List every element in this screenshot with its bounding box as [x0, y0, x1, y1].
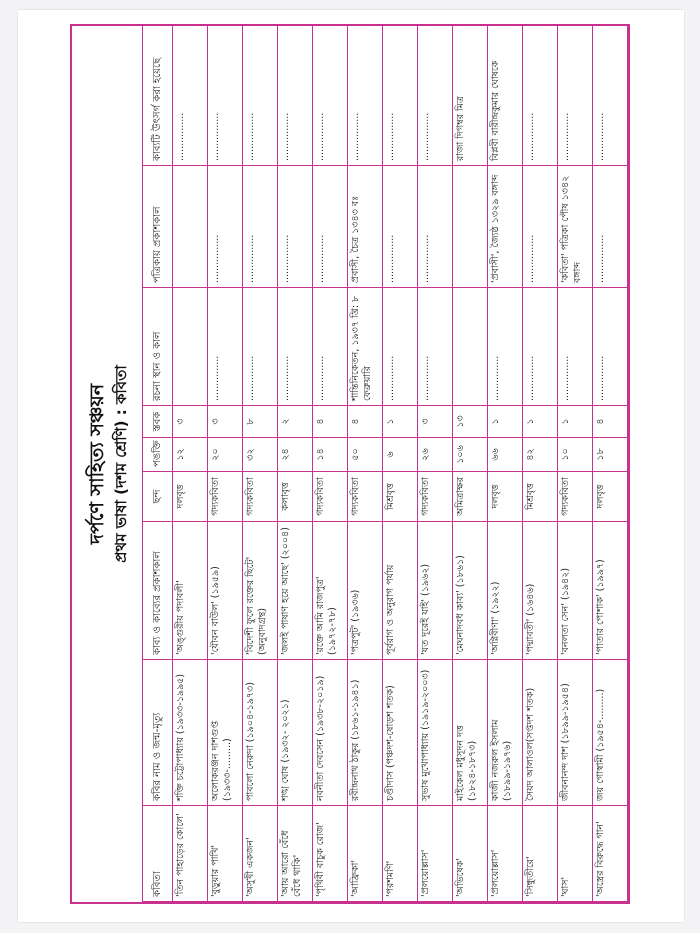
- table-cell-poem: 'বুড়ুয়ার পাখি': [208, 806, 243, 902]
- table-row: [453, 26, 488, 902]
- table-cell-magazine: ................: [313, 166, 348, 288]
- table-cell-magazine: [173, 166, 208, 288]
- table-cell-lines: ৩২: [243, 438, 278, 472]
- table-cell-poem: 'আফ্রিকা': [348, 806, 383, 902]
- title-block: [72, 26, 142, 902]
- table-cell-magazine: ................: [593, 166, 628, 288]
- table-cell-stanzas: ১: [523, 406, 558, 438]
- table-row: [558, 26, 593, 902]
- table-cell-stanzas: ১: [488, 406, 523, 438]
- table-cell-stanzas: ৩: [173, 406, 208, 438]
- table-cell-metre: দলবৃত্ত: [593, 472, 628, 522]
- table-cell-place-time: ...............: [593, 288, 628, 406]
- table-cell-poet: জয় গোস্বামী (১৯৫৪-.........): [593, 660, 628, 806]
- table-cell-metre: মিশ্রবৃত্ত: [523, 472, 558, 522]
- page-subtitle: প্রথম ভাষা (দশম শ্রেণি) : কবিতা: [112, 365, 130, 563]
- table-cell-place-time: [173, 288, 208, 406]
- table-row: [173, 26, 208, 902]
- table-row: [313, 26, 348, 902]
- table-row: [593, 26, 628, 902]
- table-cell-metre: গদ্যকবিতা: [313, 472, 348, 522]
- table-cell-book: 'যৌবন বাউল' (১৯৫৯): [208, 522, 243, 660]
- table-cell-poem: 'আয় আরো বেঁধে বেঁধে থাকি': [278, 806, 313, 902]
- table-cell-lines: ৪২: [523, 438, 558, 472]
- table-cell-dedication: ................: [418, 26, 453, 166]
- table-cell-poem: 'পৃথিবী বাচুক রোজ': [313, 806, 348, 902]
- poem-table: [142, 25, 628, 902]
- table-cell-magazine: ................: [418, 166, 453, 288]
- table-cell-poem: 'ঘাস': [558, 806, 593, 902]
- table-cell-metre: গদ্যকবিতা: [208, 472, 243, 522]
- table-cell-metre: অমিত্রাক্ষর: [453, 472, 488, 522]
- table-cell-place-time: ...............: [383, 288, 418, 406]
- table-cell-dedication: ................: [278, 26, 313, 166]
- table-cell-metre: গদ্যকবিতা: [348, 472, 383, 522]
- table-cell-place-time: শান্তিনিকেতন, ১৯৩৭ খ্রি: ৮ ফেব্রুয়ারি: [348, 288, 383, 406]
- table-cell-poet: রবীন্দ্রনাথ ঠাকুর (১৮৬১-১৯৪১): [348, 660, 383, 806]
- header-book: কাব্য ও কাব্যের প্রকাশকাল: [143, 522, 173, 660]
- table-cell-magazine: 'কবিতা' পত্রিকা পৌষ ১৩৪২ বঙ্গাব্দ: [558, 166, 593, 288]
- table-cell-dedication: রাজা দিগম্বর মিত্র: [453, 26, 488, 166]
- document-page: [18, 10, 684, 922]
- table-cell-dedication: ................: [523, 26, 558, 166]
- table-cell-dedication: ................: [593, 26, 628, 166]
- table-cell-magazine: ................: [383, 166, 418, 288]
- table-cell-poem: 'প্রলয়োল্লাস': [418, 806, 453, 902]
- table-cell-stanzas: ৪: [313, 406, 348, 438]
- table-cell-lines: ২৪: [278, 438, 313, 472]
- table-cell-dedication: ................: [243, 26, 278, 166]
- table-row: [348, 26, 383, 902]
- table-cell-metre: মিশ্রবৃত্ত: [383, 472, 418, 522]
- table-cell-book: 'যত দূরেই যাই' (১৯৬২): [418, 522, 453, 660]
- header-metre: ছন্দ: [143, 472, 173, 522]
- table-row: [243, 26, 278, 902]
- table-cell-dedication: ................: [173, 26, 208, 166]
- rotated-content: [72, 26, 628, 902]
- table-cell-poem: 'পরশমণি': [383, 806, 418, 902]
- table-body: [173, 26, 628, 902]
- table-cell-stanzas: ৪: [348, 406, 383, 438]
- table-cell-lines: ৬: [383, 438, 418, 472]
- table-cell-metre: গদ্যকবিতা: [418, 472, 453, 522]
- header-magazine: পত্রিকায় প্রকাশকাল: [143, 166, 173, 288]
- table-cell-stanzas: ৩: [208, 406, 243, 438]
- table-header-row: [143, 26, 173, 902]
- table-cell-dedication: ................: [558, 26, 593, 166]
- table-cell-magazine: ................: [523, 166, 558, 288]
- table-cell-magazine: ................: [243, 166, 278, 288]
- table-cell-poet: পাবলো নেরুদা (১৯০৪-১৯৭৩): [243, 660, 278, 806]
- table-cell-poem: 'তিন পাহাড়ের কোলে': [173, 806, 208, 902]
- table-frame: [70, 24, 630, 904]
- table-cell-magazine: [453, 166, 488, 288]
- table-row: [208, 26, 243, 902]
- table-cell-dedication: ................: [348, 26, 383, 166]
- table-cell-poem: 'অসুখী একজন': [243, 806, 278, 902]
- table-cell-place-time: ...............: [278, 288, 313, 406]
- table-cell-poet: মাইকেল মধুসূদন দত্ত (১৮২৪-১৮৭৩): [453, 660, 488, 806]
- table-cell-lines: ১০৬: [453, 438, 488, 472]
- table-cell-place-time: ...............: [313, 288, 348, 406]
- table-cell-lines: ১৪: [313, 438, 348, 472]
- table-cell-poet: সৈয়দ আলাওল(সপ্তদশ শতক): [523, 660, 558, 806]
- table-cell-lines: ৫০: [348, 438, 383, 472]
- table-cell-lines: ২৬: [418, 438, 453, 472]
- table-cell-place-time: ...............: [208, 288, 243, 406]
- table-cell-stanzas: ২: [278, 406, 313, 438]
- table-cell-poet: শঙ্খ ঘোষ (১৯৩২- ২০২১): [278, 660, 313, 806]
- table-cell-metre: দলবৃত্ত: [173, 472, 208, 522]
- table-cell-book: 'অগ্নিবীণা' (১৯২২): [488, 522, 523, 660]
- table-cell-book: 'পত্রপুট' (১৯৩৬): [348, 522, 383, 660]
- table-cell-poet: শক্তি চট্টোপাধ্যায় (১৯৩৩-১৯৯৫): [173, 660, 208, 806]
- table-cell-book: 'বিদেশী ফুলে রক্তের ছিটে' (অনুবাদগ্রন্থ): [243, 522, 278, 660]
- table-cell-dedication: ................: [383, 26, 418, 166]
- table-cell-dedication: ................: [208, 26, 243, 166]
- table-row: [523, 26, 558, 902]
- table-cell-place-time: ...............: [523, 288, 558, 406]
- table-cell-place-time: ...............: [243, 288, 278, 406]
- table-cell-poet: চণ্ডীদাস (পঞ্চদশ-ষোড়শ শতক): [383, 660, 418, 806]
- header-poem: কবিতা: [143, 806, 173, 902]
- table-cell-poem: 'প্রলয়োল্লাস': [488, 806, 523, 902]
- table-row: [278, 26, 313, 902]
- table-cell-poet: নবনীতা দেবসেন (১৯৩৮-২০১৯): [313, 660, 348, 806]
- table-row: [418, 26, 453, 902]
- table-cell-metre: কলাবৃত্ত: [278, 472, 313, 522]
- table-cell-lines: ১২: [173, 438, 208, 472]
- table-cell-metre: গদ্যকবিতা: [558, 472, 593, 522]
- table-cell-stanzas: ৪: [593, 406, 628, 438]
- table-cell-book: 'জলই পাষাণ হয়ে আছে' (২০০৪): [278, 522, 313, 660]
- table-cell-lines: ১৮: [593, 438, 628, 472]
- table-cell-stanzas: ৮: [243, 406, 278, 438]
- table-cell-place-time: [453, 288, 488, 406]
- table-cell-book: 'রক্তে আমি রাজপুত্র' (১৯৭২-৭৮): [313, 522, 348, 660]
- table-cell-poem: 'সিন্ধুতীরে': [523, 806, 558, 902]
- table-cell-poem: 'অস্ত্রের বিরুদ্ধে গান': [593, 806, 628, 902]
- table-row: [488, 26, 523, 902]
- table-cell-magazine: প্রবাসী, চৈত্র ১৩৪৩ বঃ: [348, 166, 383, 288]
- table-cell-book: 'অঙ্গুরীয় পদাবলী': [173, 522, 208, 660]
- table-cell-place-time: ...............: [418, 288, 453, 406]
- table-cell-place-time: ...............: [558, 288, 593, 406]
- table-cell-book: 'পদ্মাবতী' (১৬৪৬): [523, 522, 558, 660]
- table-cell-magazine: 'প্রবাসী', জ্যৈষ্ঠ ১৩২৯ বঙ্গাব্দ: [488, 166, 523, 288]
- table-cell-lines: ১০: [558, 438, 593, 472]
- header-place-time: রচনা স্থান ও কাল: [143, 288, 173, 406]
- table-cell-book: পূর্বরাগ ও অনুরাগ পর্যায়: [383, 522, 418, 660]
- table-cell-poem: 'অভিষেক': [453, 806, 488, 902]
- table-cell-metre: দলবৃত্ত: [488, 472, 523, 522]
- table-cell-poet: সুভাষ মুখোপাধ্যায় (১৯১৯-২০০৩): [418, 660, 453, 806]
- page-title: দর্পণে সাহিত্য সঞ্চয়ন: [86, 383, 108, 545]
- table-cell-stanzas: ৩: [418, 406, 453, 438]
- table-cell-magazine: ................: [278, 166, 313, 288]
- table-cell-dedication: বিপ্লবী বারীন্দ্রকুমার ঘোষকে: [488, 26, 523, 166]
- header-stanzas: স্তবক: [143, 406, 173, 438]
- table-cell-book: 'পাতার পোশাক' (১৯৯৭): [593, 522, 628, 660]
- table-row: [383, 26, 418, 902]
- table-cell-place-time: ...............: [488, 288, 523, 406]
- table-cell-poet: অলোকরঞ্জন দাশগুপ্ত (১৯৩৩-.........): [208, 660, 243, 806]
- table-cell-stanzas: ১৩: [453, 406, 488, 438]
- table-cell-poet: কাজী নজরুল ইসলাম (১৮৯৯-১৯৭৬): [488, 660, 523, 806]
- table-cell-book: 'মেঘনাদবধ কাব্য' (১৮৬১): [453, 522, 488, 660]
- table-cell-lines: ২০: [208, 438, 243, 472]
- table-cell-poet: জীবনানন্দ দাশ (১৮৯৯-১৯৫৪): [558, 660, 593, 806]
- header-poet: কবির নাম ও জন্ম-মৃত্যু: [143, 660, 173, 806]
- table-cell-magazine: ................: [208, 166, 243, 288]
- table-cell-metre: গদ্যকবিতা: [243, 472, 278, 522]
- table-cell-book: 'বনলতা সেন' (১৯৪২): [558, 522, 593, 660]
- table-cell-lines: ৬৬: [488, 438, 523, 472]
- table-cell-stanzas: ১: [558, 406, 593, 438]
- table-cell-dedication: ................: [313, 26, 348, 166]
- header-lines: পঙক্তি: [143, 438, 173, 472]
- header-dedication: কাব্যটি উৎসর্গ করা হয়েছে: [143, 26, 173, 166]
- table-cell-stanzas: ১: [383, 406, 418, 438]
